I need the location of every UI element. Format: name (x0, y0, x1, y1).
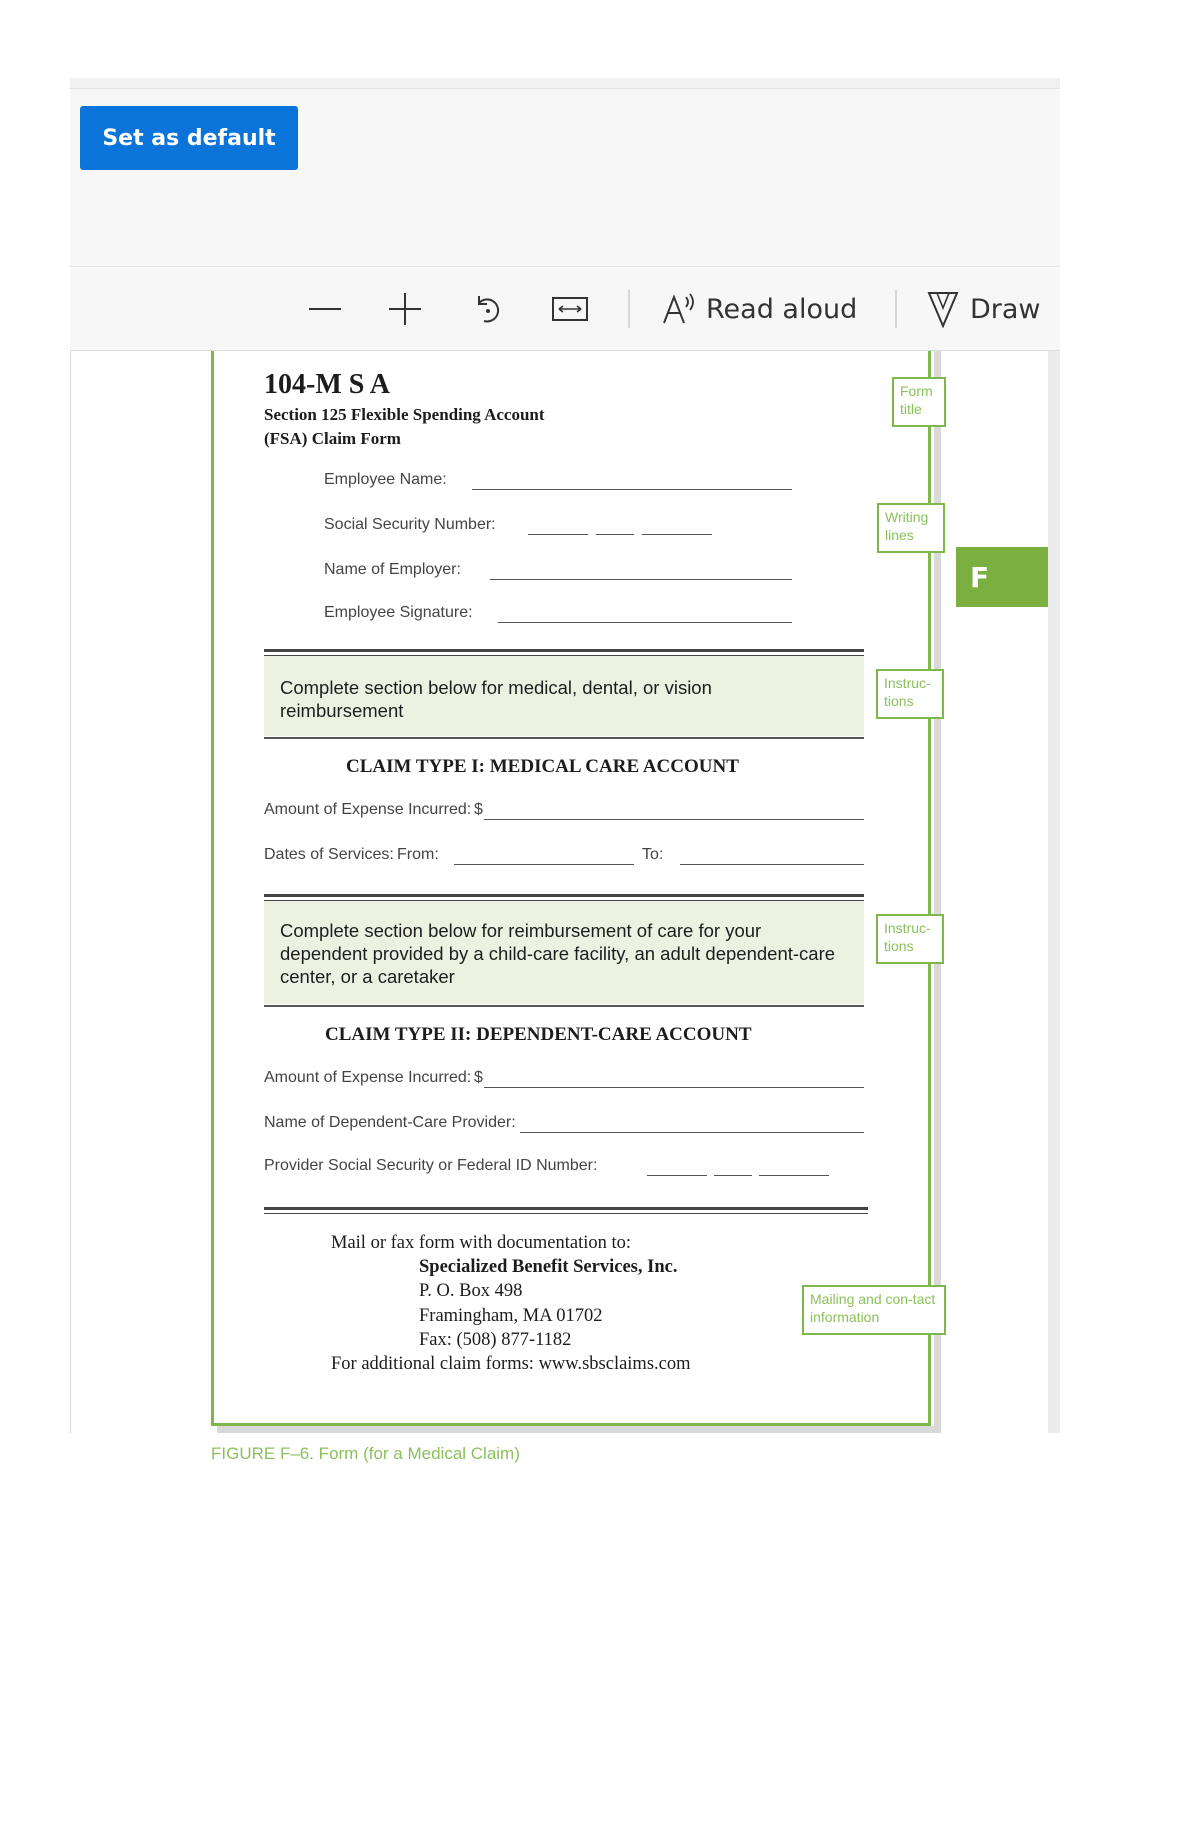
mail-instruction: Mail or fax form with documentation to: (331, 1233, 632, 1253)
provider-id-line-3 (759, 1175, 829, 1176)
zoom-in-button[interactable] (375, 268, 435, 350)
ssn-line-1 (528, 534, 588, 535)
plus-icon (389, 293, 421, 325)
zoom-out-button[interactable] (295, 268, 355, 350)
employer-label: Name of Employer: (324, 561, 461, 578)
section-double-rule-1 (264, 649, 864, 656)
callout-instructions-1: Instruc-tions (876, 669, 944, 719)
section-rule-2 (264, 1005, 864, 1007)
figure-caption: FIGURE F–6. Form (for a Medical Claim) (211, 1444, 520, 1463)
section-double-rule-3 (264, 1207, 868, 1214)
page-shadow-bottom (217, 1426, 941, 1433)
callout-writing-lines: Writing lines (877, 503, 945, 553)
draw-button[interactable] (926, 268, 1056, 350)
amount-2-line (484, 1087, 864, 1088)
amount-2-label: Amount of Expense Incurred: (264, 1069, 472, 1086)
toolbar-separator (628, 290, 630, 328)
provider-id-label: Provider Social Security or Federal ID Number: (264, 1157, 598, 1174)
callout-form-title: Form title (892, 377, 946, 427)
signature-line (498, 622, 792, 623)
read-aloud-button[interactable] (660, 268, 860, 350)
ssn-line-2 (596, 534, 634, 535)
additional-forms: For additional claim forms: www.sbsclaims.com (331, 1354, 691, 1374)
po-box: P. O. Box 498 (419, 1281, 523, 1301)
instructions-text-1: Complete section below for medical, dental, or vision reimbursement (280, 677, 712, 721)
draw-label: Draw (970, 293, 1041, 325)
dates-label: Dates of Services: (264, 846, 394, 863)
draw-pen-icon (926, 290, 960, 328)
form-subtitle-2: (FSA) Claim Form (264, 429, 401, 448)
pdf-page (211, 351, 931, 1426)
provider-id-line-1 (647, 1175, 707, 1176)
ssn-label: Social Security Number: (324, 516, 496, 533)
callout-instructions-2: Instruc-tions (876, 914, 944, 964)
to-line (680, 864, 864, 865)
city-state-zip: Framingham, MA 01702 (419, 1306, 603, 1326)
read-aloud-label: Read aloud (706, 293, 858, 325)
toolbar-separator-2 (895, 290, 897, 328)
amount-1-line (484, 819, 864, 820)
employer-line (490, 579, 792, 580)
fax-number: Fax: (508) 877-1182 (419, 1330, 572, 1350)
pdf-toolbar (70, 268, 1060, 351)
employee-name-label: Employee Name: (324, 471, 447, 488)
set-as-default-button[interactable]: Set as default (80, 106, 298, 170)
provider-name-label: Name of Dependent-Care Provider: (264, 1114, 516, 1131)
rotate-icon (470, 291, 506, 327)
from-label: From: (397, 846, 439, 863)
claim-type-1-heading: CLAIM TYPE I: MEDICAL CARE ACCOUNT (346, 756, 739, 777)
claim-type-2-heading: CLAIM TYPE II: DEPENDENT-CARE ACCOUNT (325, 1024, 752, 1045)
form-subtitle-1: Section 125 Flexible Spending Account (264, 405, 545, 424)
vertical-scrollbar[interactable] (1048, 351, 1060, 1433)
employee-name-line (472, 489, 792, 490)
company-name: Specialized Benefit Services, Inc. (419, 1257, 678, 1277)
instructions-text-2: Complete section below for reimbursement of care for your dependent provided by a child-care facility, an adult dependent-care center, or a caretaker (280, 920, 836, 987)
chapter-tab-f: F (956, 547, 1048, 607)
top-edge (70, 78, 1060, 89)
form-title: 104-M S A (264, 369, 390, 400)
to-label: To: (642, 846, 664, 863)
callout-mailing: Mailing and con-tact information (802, 1285, 946, 1335)
amount-1-label: Amount of Expense Incurred: (264, 801, 472, 818)
ssn-line-3 (642, 534, 712, 535)
fit-width-icon (552, 296, 588, 322)
rotate-button[interactable] (458, 268, 518, 350)
amount-1-currency: $ (474, 801, 483, 818)
document-area[interactable] (70, 351, 1061, 1463)
from-line (454, 864, 634, 865)
section-double-rule-2 (264, 894, 864, 901)
fit-to-width-button[interactable] (540, 268, 600, 350)
provider-name-line (520, 1132, 864, 1133)
section-rule-1 (264, 737, 864, 739)
provider-id-line-2 (714, 1175, 752, 1176)
read-aloud-icon (660, 291, 696, 327)
amount-2-currency: $ (474, 1069, 483, 1086)
signature-label: Employee Signature: (324, 604, 473, 621)
pdf-viewer (70, 78, 1060, 1463)
minus-icon (309, 307, 341, 311)
